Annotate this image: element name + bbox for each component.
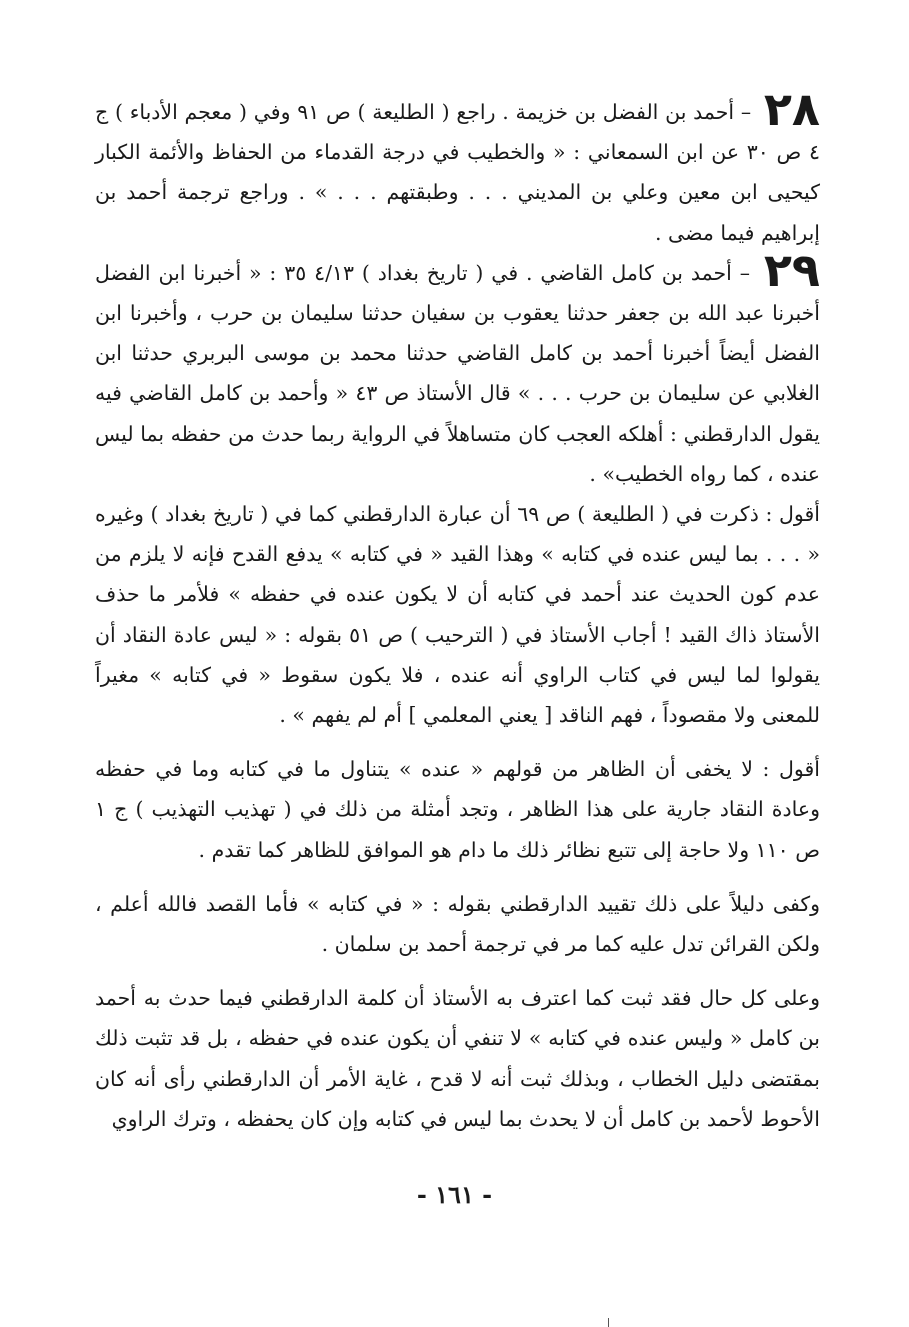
paragraph: أقول : لا يخفى أن الظاهر من قولهم « عنده » يتناول ما في كتابه وما في حفظه وعادة النقاد جارية على هذا الظاهر ، وتجد أمثلة من ذلك في ( تهذيب التهذيب ) ج ١ ص ١١٠ ولا حاجة إلى تتبع نظائر ذلك ما دام هو الموافق للظاهر كما تقدم . xyxy=(95,757,820,862)
entry-number: ٢٨ xyxy=(763,82,820,136)
entry-text: – أحمد بن الفضل بن خزيمة . راجع ( الطليعة ) ص ٩١ وفي ( معجم الأدباء ) ج ٤ ص ٣٠ عن ابن السمعاني : « والخطيب في درجة القدماء من الحفاظ والأئمة الكبار كيحيى ابن معين وعلي بن المديني . . . وطبقتهم . . . » . وراجع ترجمة أحمد بن إبراهيم فيما مضى . xyxy=(95,100,820,245)
page-number: - ١٦١ - xyxy=(416,1180,493,1209)
paragraph: وكفى دليلاً على ذلك تقييد الدارقطني بقوله : « في كتابه » فأما القصد فالله أعلم ، ولكن القرائن تدل عليه كما مر في ترجمة أحمد بن سلمان . xyxy=(95,891,820,957)
page-body xyxy=(95,82,820,1139)
entry-number: ٢٩ xyxy=(763,242,820,297)
entry-text: – أحمد بن كامل القاضي . في ( تاريخ بغداد ) ٤/١٣ ٣٥ : « أخبرنا ابن الفضل أخبرنا عبد الله بن جعفر حدثنا يعقوب بن سفيان حدثنا سليمان بن حرب ، وأخبرنا ابن الفضل أيضاً أخبرنا أحمد بن كامل القاضي حدثنا محمد بن موسى البربري حدثنا ابن الغلابي عن سليمان بن حرب . . . » قال الأستاذ ص ٤٣ « وأحمد بن كامل القاضي فيه يقول الدارقطني : أهلكه العجب كان متساهلاً في الرواية ربما حدث من حفظه بما ليس عنده ، كما رواه الخطيب» . xyxy=(95,260,820,486)
scan-mark xyxy=(608,1318,609,1327)
paragraph: وعلى كل حال فقد ثبت كما اعترف به الأستاذ أن كلمة الدارقطني فيما حدث به أحمد بن كامل « وليس عنده في كتابه » لا تنفي أن يكون عنده في حفظه ، بل قد تثبت ذلك بمقتضى دليل الخطاب ، وبذلك ثبت أنه لا قدح ، غاية الأمر أن الدارقطني رأى أنه كان الأحوط لأحمد بن كامل أن لا يحدث بما ليس في كتابه وإن كان يحفظه ، وترك الراوي xyxy=(95,986,820,1131)
paragraph: أقول : ذكرت في ( الطليعة ) ص ٦٩ أن عبارة الدارقطني كما في ( تاريخ بغداد ) وغيره « . . . بما ليس عنده في كتابه » وهذا القيد « في كتابه » يدفع القدح فإنه لا يلزم من عدم كون الحديث عند أحمد في كتابه أن لا يكون عنده في حفظه » فلأمر ما حذف الأستاذ ذاك القيد ! أجاب الأستاذ في ( الترحيب ) ص ٥١ بقوله : « ليس عادة النقاد أن يقولوا لما ليس في كتاب الراوي أنه عنده ، فلا يكون سقوط « في كتابه » مغيراً للمعنى ولا مقصوداً ، فهم الناقد [ يعني المعلمي ] أم لم يفهم » . xyxy=(95,502,820,728)
entry-28 xyxy=(95,82,820,253)
entry-29 xyxy=(95,242,820,494)
